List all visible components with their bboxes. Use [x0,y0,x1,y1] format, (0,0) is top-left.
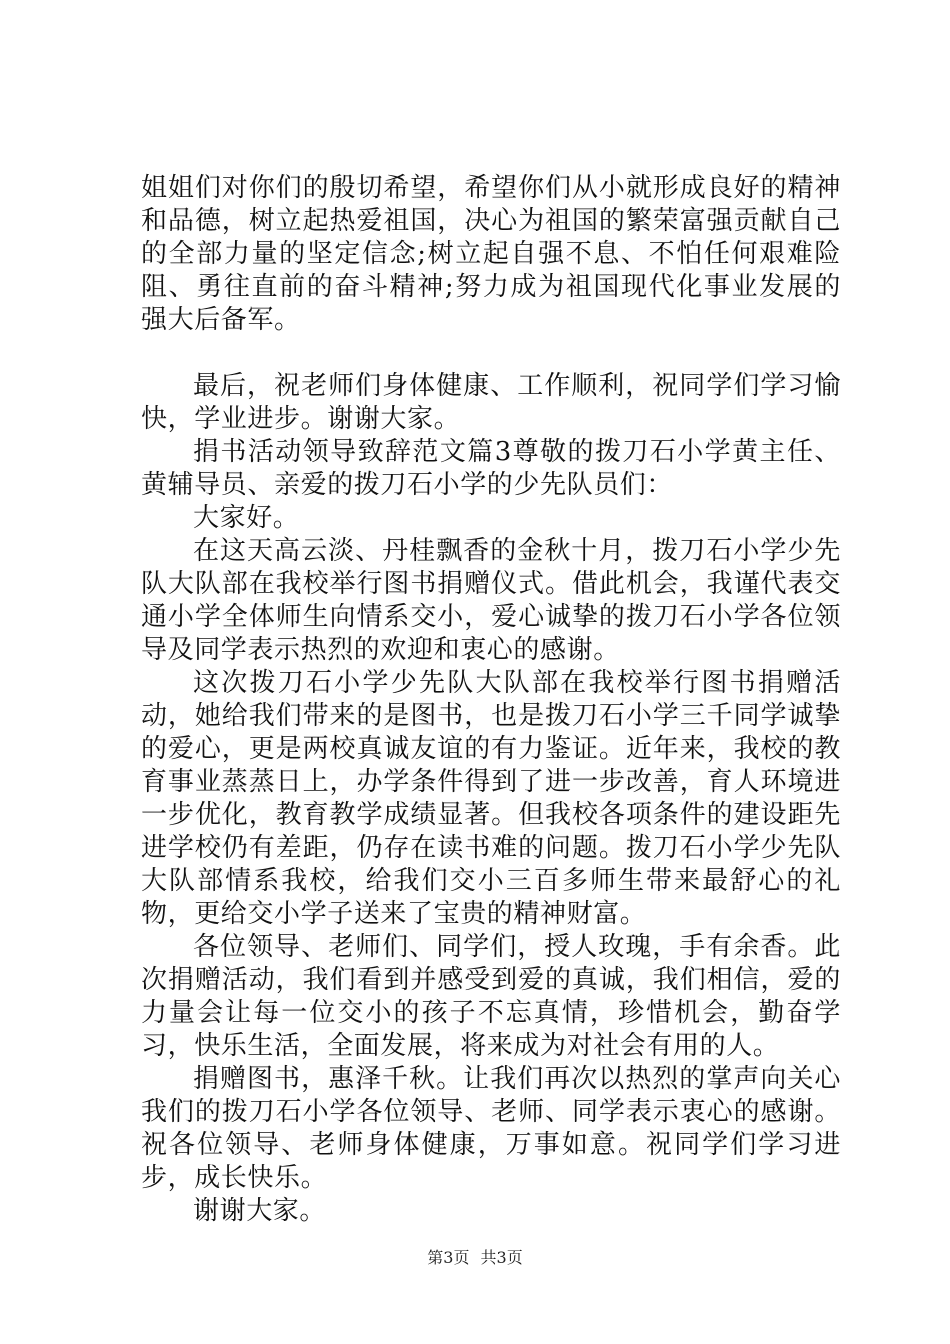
paragraph-body-2: 各位领导、老师们、同学们，授人玫瑰，手有余香。此次捐赠活动，我们看到并感受到爱的真诚，我们相信，爱的力量会让每一位交小的孩子不忘真情，珍惜机会，勤奋学习，快乐生活，全面发展，将来成为对社会有用的人。 [141,932,841,1061]
paragraph-greeting: 大家好。 [193,503,300,533]
paragraph-body-3: 捐赠图书，惠泽千秋。让我们再次以热烈的掌声向关心我们的拨刀石小学各位领导、老师、同学表示衷心的感谢。祝各位领导、老师身体健康，万事如意。祝同学们学习进步，成长快乐。 [141,1064,841,1193]
page-number-footer: 第3页 共3页 [427,1248,523,1267]
paragraph-opening: 在这天高云淡、丹桂飘香的金秋十月，拨刀石小学少先队大队部在我校举行图书捐赠仪式。借此机会，我谨代表交通小学全体师生向情系交小，爱心诚挚的拨刀石小学各位领导及同学表示热烈的欢迎和衷心的感谢。 [141,536,841,665]
paragraph-body-1: 这次拨刀石小学少先队大队部在我校举行图书捐赠活动，她给我们带来的是图书，也是拨刀石小学三千同学诚挚的爱心，更是两校真诚友谊的有力鉴证。近年来，我校的教育事业蒸蒸日上，办学条件得到了进一步改善，育人环境进一步优化，教育教学成绩显著。但我校各项条件的建设距先进学校仍有差距，仍存在读书难的问题。拨刀石小学少先队大队部情系我校，给我们交小三百多师生带来最舒心的礼物，更给交小学子送来了宝贵的精神财富。 [141,668,841,929]
paragraph-speech-heading: 捐书活动领导致辞范文篇3尊敬的拨刀石小学黄主任、黄辅导员、亲爱的拨刀石小学的少先队员们： [141,437,841,500]
paragraph-closing-wishes: 最后，祝老师们身体健康、工作顺利，祝同学们学习愉快，学业进步。谢谢大家。 [141,371,841,434]
paragraph-continuation: 姐姐们对你们的殷切希望，希望你们从小就形成良好的精神和品德，树立起热爱祖国，决心为祖国的繁荣富强贡献自己的全部力量的坚定信念;树立起自强不息、不怕任何艰难险阻、勇往直前的奋斗精神;努力成为祖国现代化事业发展的强大后备军。 [141,173,841,335]
paragraph-thanks: 谢谢大家。 [193,1196,327,1226]
document-body [141,172,841,1228]
